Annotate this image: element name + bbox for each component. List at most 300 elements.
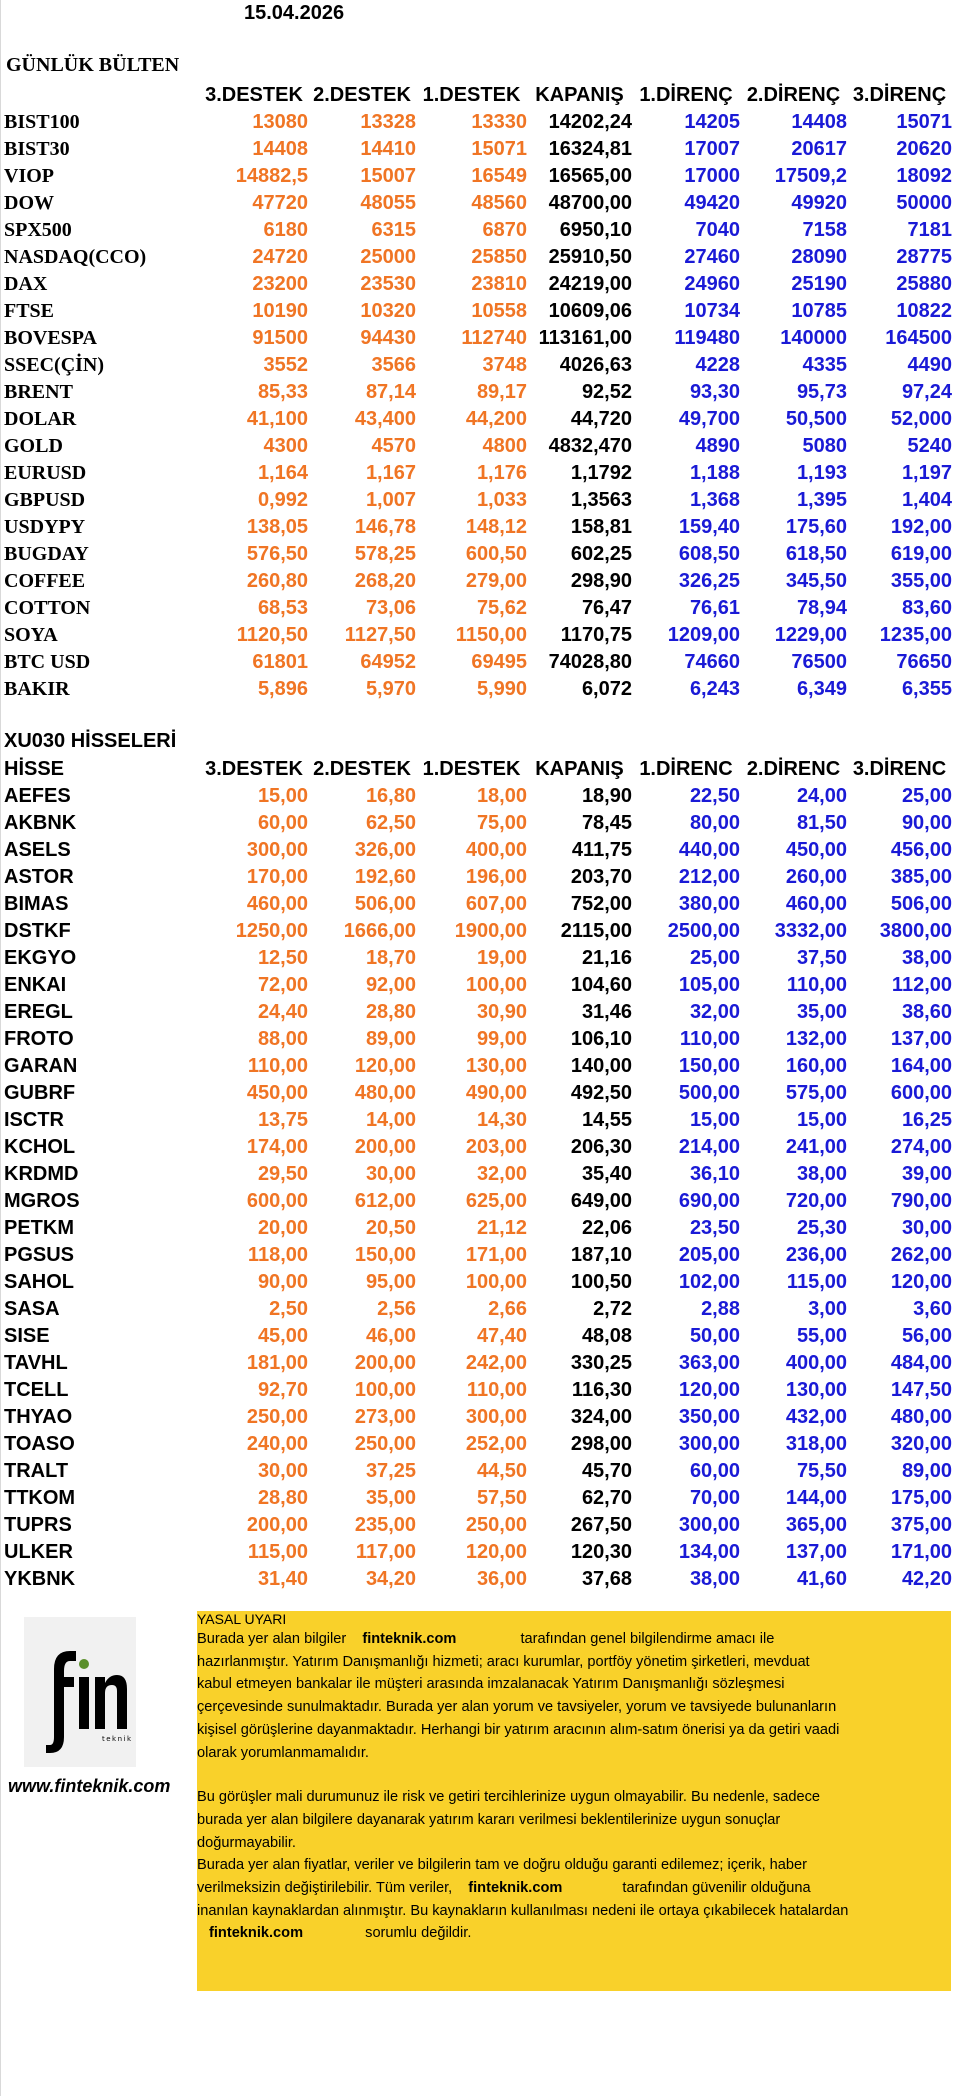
stocks-support-3-cell: 115,00 <box>247 1541 308 1563</box>
market-row <box>4 568 952 595</box>
market-name-cell: EURUSD <box>4 462 87 484</box>
stocks-row <box>4 810 952 837</box>
market-close-cell: 6,072 <box>581 678 632 700</box>
disclaimer-heading: YASAL UYARI <box>197 1611 287 1627</box>
stocks-row <box>4 1512 952 1539</box>
stocks-row <box>4 1134 952 1161</box>
stocks-resistance-2-cell: 720,00 <box>785 1190 847 1212</box>
stocks-support-1-cell: 490,00 <box>465 1082 527 1104</box>
stocks-close-cell: 2,72 <box>593 1298 632 1320</box>
disclaimer-line-intro <box>197 1628 951 1651</box>
market-resistance-1-cell: 4890 <box>695 435 740 457</box>
market-close-cell: 1,1792 <box>570 462 632 484</box>
stocks-resistance-3-cell: 38,60 <box>901 1001 952 1023</box>
market-close-cell: 602,25 <box>570 543 632 565</box>
market-resistance-1-cell: 74660 <box>684 651 740 673</box>
stocks-support-2-cell: 1666,00 <box>343 920 416 942</box>
stocks-resistance-3-cell: 175,00 <box>890 1487 952 1509</box>
market-header-resistance-3: 3.DİRENÇ <box>852 84 947 106</box>
stocks-resistance-1-cell: 214,00 <box>678 1136 740 1158</box>
market-support-1-cell: 89,17 <box>476 381 527 403</box>
stocks-name-cell: DSTKF <box>4 920 71 942</box>
market-support-3-cell: 0,992 <box>257 489 308 511</box>
stocks-support-1-cell: 100,00 <box>465 974 527 996</box>
stocks-resistance-1-cell: 350,00 <box>678 1406 740 1428</box>
market-resistance-3-cell: 18092 <box>896 165 952 187</box>
market-resistance-2-cell: 78,94 <box>796 597 847 619</box>
stocks-row <box>4 1323 952 1350</box>
stocks-resistance-2-cell: 460,00 <box>785 893 847 915</box>
market-support-1-cell: 16549 <box>471 165 527 187</box>
market-resistance-2-cell: 17509,2 <box>774 165 847 187</box>
stocks-header-support-3: 3.DESTEK <box>205 758 303 780</box>
stocks-header-resistance-3: 3.DİRENC <box>852 758 947 780</box>
stocks-row <box>4 1269 952 1296</box>
stocks-support-3-cell: 24,40 <box>257 1001 308 1023</box>
disclaimer-line: çerçevesinde sunulmaktadır. Burada yer alan yorum ve tavsiyeler, yorum ve tavsiyede bulunanların <box>197 1699 837 1716</box>
market-close-cell: 74028,80 <box>548 651 632 673</box>
stocks-support-3-cell: 45,00 <box>257 1325 308 1347</box>
disclaimer-line: olarak yorumlanmamalıdır. <box>197 1744 369 1761</box>
market-resistance-2-cell: 50,500 <box>785 408 847 430</box>
stocks-name-cell: FROTO <box>4 1028 74 1050</box>
market-header-row <box>4 82 952 109</box>
stocks-support-2-cell: 192,60 <box>354 866 416 888</box>
stocks-support-2-cell: 20,50 <box>365 1217 416 1239</box>
market-support-2-cell: 578,25 <box>354 543 416 565</box>
market-resistance-2-cell: 4335 <box>802 354 847 376</box>
stocks-header-close: KAPANIŞ <box>535 758 624 780</box>
market-resistance-1-cell: 1,368 <box>689 489 740 511</box>
stocks-support-2-cell: 250,00 <box>354 1433 416 1455</box>
disclaimer-line: kabul etmeyen bankalar ile müşteri arasında imzalanacak Yatırım Danışmanlığı sözleşmesi <box>197 1676 785 1693</box>
stocks-name-cell: EREGL <box>4 1001 73 1023</box>
market-support-2-cell: 1,007 <box>365 489 416 511</box>
market-support-1-cell: 279,00 <box>465 570 527 592</box>
stocks-support-1-cell: 300,00 <box>465 1406 527 1428</box>
stocks-name-cell: TUPRS <box>4 1514 72 1536</box>
stocks-close-cell: 752,00 <box>570 893 632 915</box>
stocks-support-2-cell: 46,00 <box>365 1325 416 1347</box>
stocks-row <box>4 864 952 891</box>
stocks-row <box>4 1539 952 1566</box>
stocks-resistance-1-cell: 500,00 <box>678 1082 740 1104</box>
stocks-support-2-cell: 100,00 <box>354 1379 416 1401</box>
bulletin-title: GÜNLÜK BÜLTEN <box>6 54 180 76</box>
market-support-3-cell: 4300 <box>263 435 308 457</box>
stocks-resistance-1-cell: 380,00 <box>678 893 740 915</box>
market-support-1-cell: 15071 <box>471 138 527 160</box>
market-row <box>4 622 952 649</box>
market-support-1-cell: 23810 <box>471 273 527 295</box>
disclaimer-line-errors: inanılan kaynaklardan alınmıştır. Bu kaynakların kullanılması nedeni ile ortaya çıkabilecek hatalardan <box>197 1902 849 1919</box>
stocks-rows <box>4 783 952 1593</box>
market-name-cell: SSEC(ÇİN) <box>4 354 105 376</box>
market-resistance-3-cell: 83,60 <box>901 597 952 619</box>
stocks-resistance-2-cell: 38,00 <box>796 1163 847 1185</box>
market-support-2-cell: 1,167 <box>365 462 416 484</box>
stocks-resistance-3-cell: 39,00 <box>901 1163 952 1185</box>
stocks-row <box>4 837 952 864</box>
market-resistance-2-cell: 7158 <box>802 219 847 241</box>
market-name-cell: DOLAR <box>4 408 77 430</box>
stocks-resistance-1-cell: 105,00 <box>678 974 740 996</box>
stocks-support-1-cell: 130,00 <box>465 1055 527 1077</box>
stocks-support-3-cell: 1250,00 <box>235 920 308 942</box>
stocks-resistance-1-cell: 300,00 <box>678 1433 740 1455</box>
market-header-resistance-2: 2.DİRENÇ <box>746 84 841 106</box>
market-resistance-1-cell: 17007 <box>684 138 740 160</box>
fin-logo-icon <box>24 1617 136 1767</box>
stocks-name-cell: GARAN <box>4 1055 78 1077</box>
stocks-support-2-cell: 150,00 <box>354 1244 416 1266</box>
stocks-support-3-cell: 15,00 <box>257 785 308 807</box>
stocks-name-cell: ULKER <box>4 1541 73 1563</box>
stocks-resistance-3-cell: 56,00 <box>901 1325 952 1347</box>
market-resistance-1-cell: 10734 <box>684 300 740 322</box>
market-support-1-cell: 4800 <box>482 435 527 457</box>
stocks-name-cell: ASELS <box>4 839 71 861</box>
market-support-2-cell: 268,20 <box>354 570 416 592</box>
stocks-resistance-1-cell: 212,00 <box>678 866 740 888</box>
market-levels-table <box>4 82 952 703</box>
xu030-section-title: XU030 HİSSELERİ <box>4 730 177 752</box>
market-resistance-3-cell: 164500 <box>885 327 952 349</box>
stocks-resistance-3-cell: 790,00 <box>890 1190 952 1212</box>
stocks-resistance-2-cell: 25,30 <box>796 1217 847 1239</box>
market-resistance-2-cell: 1,395 <box>796 489 847 511</box>
market-close-cell: 76,47 <box>581 597 632 619</box>
market-name-cell: SPX500 <box>4 219 72 241</box>
stocks-row <box>4 1188 952 1215</box>
market-resistance-1-cell: 6,243 <box>689 678 740 700</box>
stocks-support-1-cell: 400,00 <box>465 839 527 861</box>
market-support-3-cell: 61801 <box>252 651 308 673</box>
stocks-resistance-2-cell: 75,50 <box>796 1460 847 1482</box>
market-support-3-cell: 3552 <box>263 354 308 376</box>
stocks-support-3-cell: 31,40 <box>257 1568 308 1590</box>
finteknik-logo <box>24 1617 136 1767</box>
stocks-close-cell: 22,06 <box>581 1217 632 1239</box>
market-name-cell: VIOP <box>4 165 54 187</box>
disclaimer-line: kişisel görüşlerine dayanmaktadır. Herhangi bir yatırım aracının alım-satım önerisi ya da getiri vaadi <box>197 1721 840 1738</box>
stocks-support-2-cell: 2,56 <box>377 1298 416 1320</box>
stocks-resistance-1-cell: 363,00 <box>678 1352 740 1374</box>
disclaimer-text: tarafından genel bilgilendirme amacı ile <box>520 1631 775 1647</box>
market-resistance-1-cell: 608,50 <box>678 543 740 565</box>
stocks-resistance-2-cell: 110,00 <box>786 974 847 996</box>
stocks-support-3-cell: 181,00 <box>246 1352 308 1374</box>
stocks-support-3-cell: 30,00 <box>257 1460 308 1482</box>
stocks-header-row <box>4 756 952 783</box>
market-support-2-cell: 5,970 <box>365 678 416 700</box>
market-name-cell: COTTON <box>4 597 91 619</box>
market-row <box>4 217 952 244</box>
stocks-name-cell: ASTOR <box>4 866 74 888</box>
stocks-support-2-cell: 273,00 <box>354 1406 416 1428</box>
market-support-3-cell: 23200 <box>252 273 308 295</box>
stocks-resistance-2-cell: 160,00 <box>785 1055 847 1077</box>
stocks-support-2-cell: 28,80 <box>365 1001 416 1023</box>
market-close-cell: 158,81 <box>570 516 632 538</box>
market-name-cell: BRENT <box>4 381 73 403</box>
market-name-cell: GBPUSD <box>4 489 86 511</box>
market-support-3-cell: 5,896 <box>257 678 308 700</box>
stocks-resistance-2-cell: 400,00 <box>785 1352 847 1374</box>
stocks-close-cell: 18,90 <box>581 785 632 807</box>
market-row <box>4 487 952 514</box>
market-support-1-cell: 600,50 <box>465 543 527 565</box>
stocks-resistance-2-cell: 144,00 <box>785 1487 847 1509</box>
stocks-close-cell: 116,30 <box>571 1379 632 1401</box>
stocks-row <box>4 1080 952 1107</box>
stocks-support-3-cell: 12,50 <box>257 947 308 969</box>
xu030-stocks-table <box>4 756 952 1593</box>
stocks-resistance-3-cell: 112,00 <box>891 974 952 996</box>
stocks-resistance-2-cell: 260,00 <box>785 866 847 888</box>
market-support-1-cell: 1150,00 <box>455 624 527 646</box>
disclaimer-line: Burada yer alan fiyatlar, veriler ve bilgilerin tam ve doğru olduğu garanti edilemez; içerik, haber <box>197 1857 808 1874</box>
market-resistance-2-cell: 5080 <box>802 435 847 457</box>
market-support-3-cell: 68,53 <box>257 597 308 619</box>
market-resistance-2-cell: 28090 <box>791 246 847 268</box>
stocks-resistance-2-cell: 115,00 <box>786 1271 847 1293</box>
stocks-name-cell: TOASO <box>4 1433 75 1455</box>
stocks-resistance-1-cell: 80,00 <box>689 812 740 834</box>
stocks-resistance-1-cell: 25,00 <box>689 947 740 969</box>
stocks-support-3-cell: 600,00 <box>246 1190 308 1212</box>
stocks-support-1-cell: 625,00 <box>465 1190 527 1212</box>
stocks-close-cell: 106,10 <box>570 1028 632 1050</box>
stocks-close-cell: 100,50 <box>570 1271 632 1293</box>
stocks-support-3-cell: 2,50 <box>269 1298 308 1320</box>
stocks-support-3-cell: 28,80 <box>257 1487 308 1509</box>
stocks-name-cell: TAVHL <box>4 1352 68 1374</box>
page-border <box>0 0 1 2096</box>
market-resistance-3-cell: 1,404 <box>901 489 952 511</box>
stocks-resistance-2-cell: 37,50 <box>796 947 847 969</box>
market-support-3-cell: 260,80 <box>246 570 308 592</box>
market-name-cell: FTSE <box>4 300 55 322</box>
market-close-cell: 14202,24 <box>548 111 632 133</box>
disclaimer-line: Bu görüşler mali durumunuz ile risk ve getiri tercihlerinize uygun olmayabilir. Bu nedenle, sadece <box>197 1789 820 1806</box>
stocks-name-cell: PETKM <box>4 1217 74 1239</box>
stocks-resistance-1-cell: 36,10 <box>689 1163 740 1185</box>
stocks-resistance-3-cell: 320,00 <box>890 1433 952 1455</box>
market-row <box>4 433 952 460</box>
market-resistance-3-cell: 1235,00 <box>879 624 952 646</box>
stocks-resistance-3-cell: 375,00 <box>890 1514 952 1536</box>
svg-text:teknik: teknik <box>102 1735 133 1743</box>
market-row <box>4 676 952 703</box>
stocks-support-1-cell: 21,12 <box>476 1217 527 1239</box>
market-resistance-1-cell: 93,30 <box>689 381 740 403</box>
market-close-cell: 1,3563 <box>570 489 632 511</box>
stocks-resistance-3-cell: 30,00 <box>901 1217 952 1239</box>
stocks-resistance-2-cell: 575,00 <box>785 1082 847 1104</box>
market-resistance-3-cell: 7181 <box>907 219 952 241</box>
market-resistance-2-cell: 25190 <box>791 273 847 295</box>
stocks-resistance-2-cell: 132,00 <box>785 1028 847 1050</box>
market-name-cell: SOYA <box>4 624 58 646</box>
market-row <box>4 271 952 298</box>
market-resistance-3-cell: 15071 <box>896 111 952 133</box>
stocks-support-3-cell: 92,70 <box>257 1379 308 1401</box>
market-support-3-cell: 10190 <box>252 300 308 322</box>
stocks-support-1-cell: 252,00 <box>465 1433 527 1455</box>
stocks-close-cell: 35,40 <box>581 1163 632 1185</box>
stocks-support-2-cell: 117,00 <box>355 1541 416 1563</box>
market-support-3-cell: 576,50 <box>246 543 308 565</box>
disclaimer-brand: finteknik.com <box>209 1925 304 1942</box>
market-name-cell: BIST30 <box>4 138 70 160</box>
market-name-cell: USDYPY <box>4 516 86 538</box>
market-support-1-cell: 3748 <box>482 354 527 376</box>
stocks-name-cell: ENKAI <box>4 974 67 996</box>
market-resistance-3-cell: 52,000 <box>890 408 952 430</box>
market-resistance-2-cell: 6,349 <box>796 678 847 700</box>
stocks-resistance-1-cell: 2,88 <box>701 1298 740 1320</box>
disclaimer-line: burada yer alan bilgilere dayanarak yatırım kararı verilmesi beklentilerinize uygun sonuçlar <box>197 1811 781 1828</box>
stocks-row <box>4 1377 952 1404</box>
market-row <box>4 244 952 271</box>
stocks-support-3-cell: 240,00 <box>246 1433 308 1455</box>
stocks-support-3-cell: 88,00 <box>257 1028 308 1050</box>
stocks-support-2-cell: 506,00 <box>354 893 416 915</box>
stocks-support-2-cell: 30,00 <box>365 1163 416 1185</box>
market-resistance-1-cell: 76,61 <box>689 597 740 619</box>
market-name-cell: COFFEE <box>4 570 86 592</box>
stocks-support-2-cell: 95,00 <box>365 1271 416 1293</box>
market-resistance-2-cell: 20617 <box>791 138 847 160</box>
stocks-row <box>4 1215 952 1242</box>
market-resistance-3-cell: 10822 <box>896 300 952 322</box>
market-header-resistance-1: 1.DİRENÇ <box>639 84 733 106</box>
stocks-support-1-cell: 203,00 <box>465 1136 527 1158</box>
stocks-support-1-cell: 1900,00 <box>454 920 527 942</box>
market-support-3-cell: 47720 <box>252 192 308 214</box>
stocks-support-1-cell: 75,00 <box>476 812 527 834</box>
market-row <box>4 541 952 568</box>
disclaimer-paragraph-1 <box>197 1651 951 1765</box>
market-support-1-cell: 6870 <box>482 219 527 241</box>
stocks-resistance-2-cell: 432,00 <box>785 1406 847 1428</box>
market-support-2-cell: 4570 <box>371 435 416 457</box>
stocks-close-cell: 492,50 <box>570 1082 632 1104</box>
stocks-support-2-cell: 92,00 <box>365 974 416 996</box>
stocks-resistance-2-cell: 15,00 <box>796 1109 847 1131</box>
market-row <box>4 298 952 325</box>
finteknik-website-link[interactable]: www.finteknik.com <box>8 1776 171 1796</box>
stocks-header-support-1: 1.DESTEK <box>422 758 521 780</box>
stocks-support-1-cell: 607,00 <box>465 893 527 915</box>
stocks-support-1-cell: 110,00 <box>466 1379 527 1401</box>
disclaimer-line: doğurmayabilir. <box>197 1834 296 1851</box>
stocks-name-cell: BIMAS <box>4 893 69 915</box>
stocks-resistance-1-cell: 15,00 <box>689 1109 740 1131</box>
stocks-name-cell: MGROS <box>4 1190 80 1212</box>
stocks-name-cell: KCHOL <box>4 1136 76 1158</box>
stocks-resistance-1-cell: 110,00 <box>679 1028 740 1050</box>
stocks-close-cell: 37,68 <box>581 1568 632 1590</box>
stocks-support-3-cell: 29,50 <box>257 1163 308 1185</box>
market-resistance-3-cell: 5240 <box>907 435 952 457</box>
stocks-resistance-1-cell: 60,00 <box>689 1460 740 1482</box>
stocks-header-support-2: 2.DESTEK <box>313 758 411 780</box>
market-close-cell: 25910,50 <box>548 246 632 268</box>
stocks-support-2-cell: 37,25 <box>365 1460 416 1482</box>
market-header-support-1: 1.DESTEK <box>422 84 521 106</box>
stocks-resistance-1-cell: 38,00 <box>689 1568 740 1590</box>
market-resistance-3-cell: 355,00 <box>890 570 952 592</box>
market-support-3-cell: 24720 <box>252 246 308 268</box>
disclaimer-text: sorumlu değildir. <box>365 1925 472 1942</box>
market-resistance-2-cell: 345,50 <box>785 570 847 592</box>
stocks-resistance-2-cell: 236,00 <box>785 1244 847 1266</box>
stocks-close-cell: 187,10 <box>570 1244 632 1266</box>
stocks-support-2-cell: 235,00 <box>354 1514 416 1536</box>
stocks-name-cell: PGSUS <box>4 1244 75 1266</box>
stocks-resistance-1-cell: 120,00 <box>678 1379 740 1401</box>
disclaimer-text: Burada yer alan bilgiler <box>197 1631 347 1647</box>
market-support-2-cell: 25000 <box>360 246 416 268</box>
market-resistance-2-cell: 76500 <box>791 651 847 673</box>
stocks-resistance-1-cell: 32,00 <box>689 1001 740 1023</box>
market-support-1-cell: 25850 <box>471 246 527 268</box>
market-resistance-1-cell: 27460 <box>684 246 740 268</box>
stocks-close-cell: 206,30 <box>570 1136 632 1158</box>
market-row <box>4 460 952 487</box>
stocks-row <box>4 783 952 810</box>
stocks-support-1-cell: 99,00 <box>476 1028 527 1050</box>
market-row <box>4 649 952 676</box>
market-resistance-2-cell: 10785 <box>791 300 847 322</box>
market-resistance-3-cell: 192,00 <box>890 516 952 538</box>
stocks-support-1-cell: 18,00 <box>476 785 527 807</box>
market-support-2-cell: 13328 <box>360 111 416 133</box>
stocks-row <box>4 1350 952 1377</box>
stocks-name-cell: KRDMD <box>4 1163 79 1185</box>
stocks-resistance-1-cell: 690,00 <box>678 1190 740 1212</box>
market-row <box>4 325 952 352</box>
market-close-cell: 6950,10 <box>559 219 632 241</box>
stocks-name-cell: SAHOL <box>4 1271 74 1293</box>
stocks-resistance-2-cell: 241,00 <box>785 1136 847 1158</box>
market-row <box>4 595 952 622</box>
stocks-support-2-cell: 480,00 <box>354 1082 416 1104</box>
stocks-close-cell: 330,25 <box>570 1352 632 1374</box>
market-support-1-cell: 1,176 <box>476 462 527 484</box>
stocks-support-3-cell: 200,00 <box>246 1514 308 1536</box>
stocks-support-1-cell: 120,00 <box>465 1541 527 1563</box>
disclaimer-paragraph-2 <box>197 1786 951 1877</box>
market-support-2-cell: 6315 <box>371 219 416 241</box>
stocks-resistance-2-cell: 3332,00 <box>774 920 847 942</box>
stocks-support-1-cell: 36,00 <box>476 1568 527 1590</box>
stocks-resistance-3-cell: 16,25 <box>901 1109 952 1131</box>
stocks-support-2-cell: 16,80 <box>365 785 416 807</box>
market-support-2-cell: 43,400 <box>354 408 416 430</box>
stocks-resistance-1-cell: 50,00 <box>689 1325 740 1347</box>
market-row <box>4 406 952 433</box>
market-support-1-cell: 148,12 <box>465 516 527 538</box>
market-resistance-2-cell: 1229,00 <box>774 624 847 646</box>
stocks-name-cell: GUBRF <box>4 1082 76 1104</box>
stocks-resistance-3-cell: 480,00 <box>890 1406 952 1428</box>
market-support-2-cell: 94430 <box>360 327 416 349</box>
stocks-resistance-3-cell: 38,00 <box>901 947 952 969</box>
market-close-cell: 92,52 <box>581 381 632 403</box>
